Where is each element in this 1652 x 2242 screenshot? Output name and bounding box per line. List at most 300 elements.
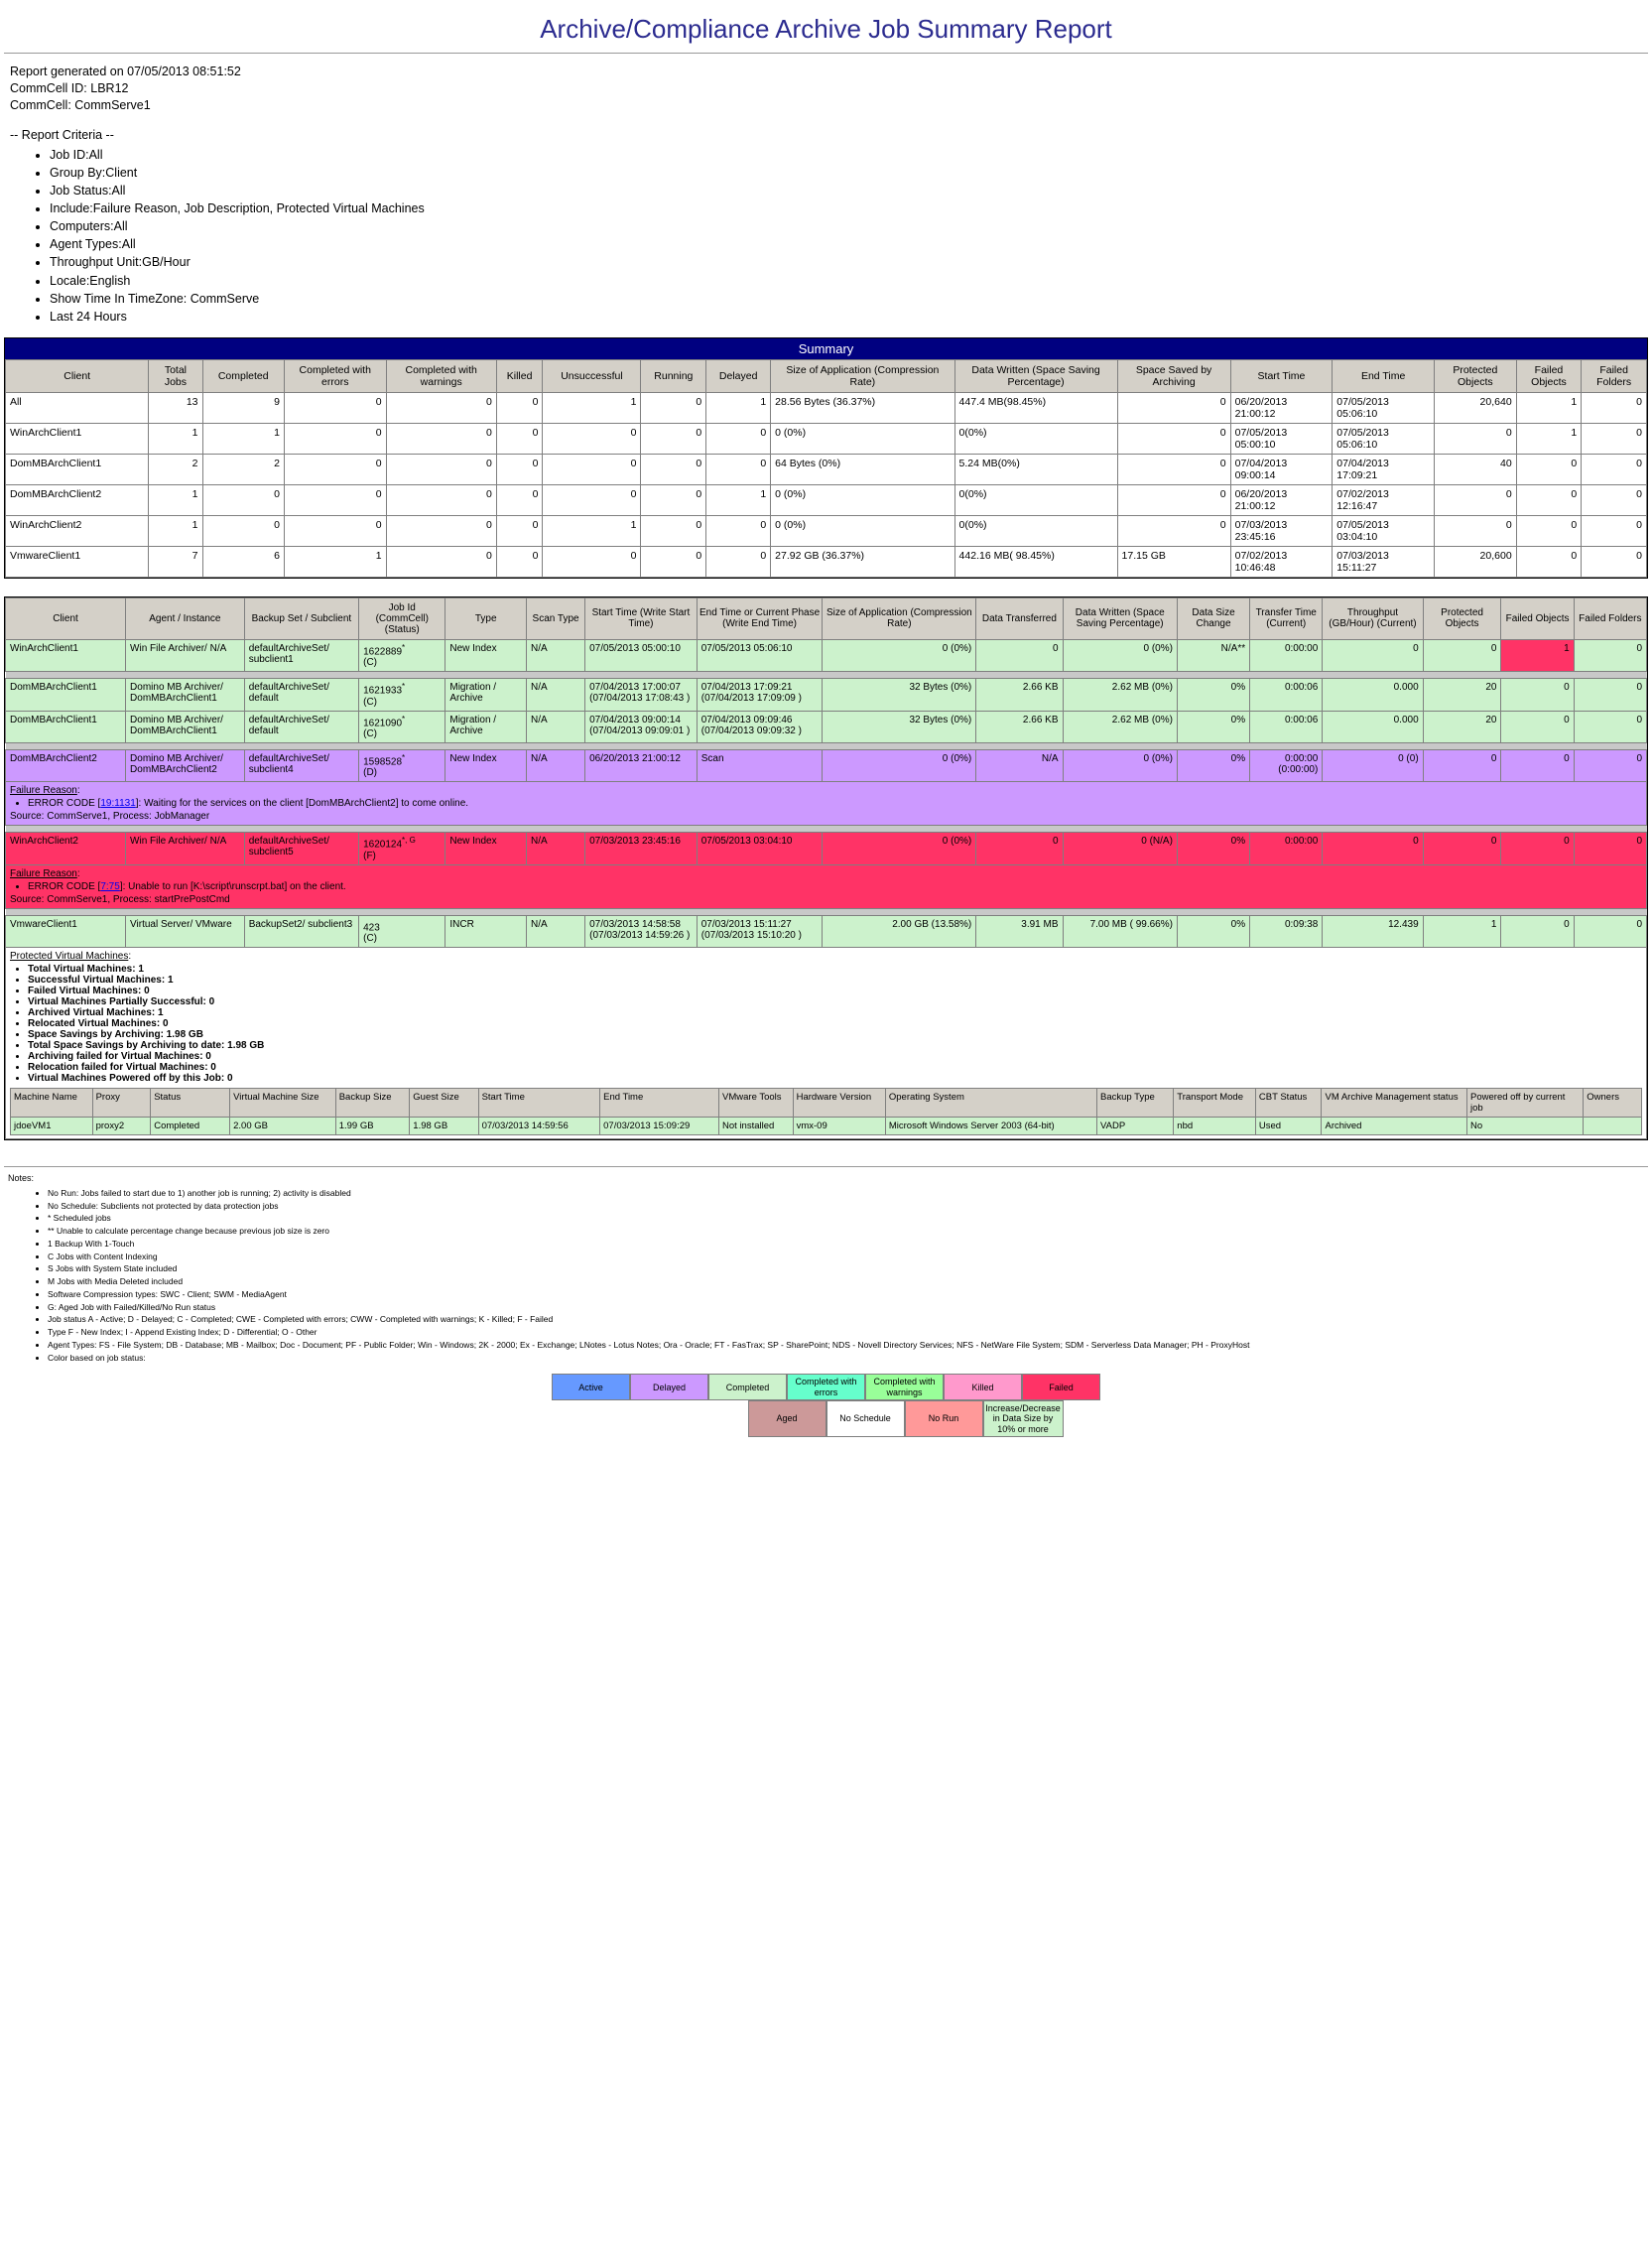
vm-hardware-version: vmx-09 [793, 1117, 885, 1134]
summary-completed: 0 [202, 484, 284, 515]
summary-size: 28.56 Bytes (36.37%) [771, 392, 954, 423]
detail-col-client: Client [6, 597, 126, 639]
summary-end: 07/03/2013 15:11:27 [1333, 546, 1435, 577]
summary-col-completed-errors: Completed with errors [284, 359, 386, 392]
summary-failed-folders: 0 [1582, 546, 1647, 577]
summary-col-client: Client [6, 359, 149, 392]
legend-completed-warnings: Completed with warnings [865, 1374, 944, 1400]
detail-failed-objects: 1 [1501, 639, 1574, 671]
detail-scan: N/A [527, 833, 585, 864]
failure-reason-label: Failure Reason [10, 867, 77, 879]
summary-size: 0 (0%) [771, 484, 954, 515]
criteria-item: • Last 24 Hours [50, 308, 1648, 326]
failure-reason-list [10, 881, 1642, 892]
detail-table [5, 597, 1647, 1139]
summary-cww: 0 [386, 546, 496, 577]
report-criteria-list [4, 146, 1648, 326]
summary-col-saved: Space Saved by Archiving [1117, 359, 1230, 392]
summary-failed-folders: 0 [1582, 484, 1647, 515]
detail-col-protected-objects: Protected Objects [1423, 597, 1501, 639]
summary-unsuccessful: 1 [543, 515, 641, 546]
detail-scan: N/A [527, 679, 585, 711]
summary-protected: 0 [1434, 484, 1516, 515]
detail-transfer-time: 0:00:06 [1250, 711, 1323, 742]
notes-item: • 1 Backup With 1-Touch [48, 1238, 1648, 1251]
notes-label: Notes: [8, 1172, 35, 1183]
vm-archive-status: Archived [1322, 1117, 1467, 1134]
summary-col-completed-warnings: Completed with warnings [386, 359, 496, 392]
summary-client: DomMBArchClient1 [6, 454, 149, 484]
summary-running: 0 [641, 454, 706, 484]
detail-transfer-time: 0:00:00 [1250, 833, 1323, 864]
notes-item: • M Jobs with Media Deleted included [48, 1275, 1648, 1288]
summary-client: WinArchClient2 [6, 515, 149, 546]
summary-cwe: 0 [284, 392, 386, 423]
detail-end: 07/04/2013 09:09:46 (07/04/2013 09:09:32 ) [697, 711, 823, 742]
vm-guest-size: 1.98 GB [410, 1117, 478, 1134]
detail-protected: 1 [1423, 915, 1501, 947]
summary-col-killed: Killed [496, 359, 543, 392]
summary-saved: 17.15 GB [1117, 546, 1230, 577]
error-code-link[interactable]: 7:75 [100, 880, 120, 892]
detail-written: 2.62 MB (0%) [1063, 679, 1177, 711]
detail-start: 07/03/2013 23:45:16 [585, 833, 698, 864]
detail-agent: Domino MB Archiver/ DomMBArchClient2 [126, 749, 245, 781]
detail-transfer-time: 0:00:00 (0:00:00) [1250, 749, 1323, 781]
detail-body [6, 639, 1647, 1138]
summary-col-running: Running [641, 359, 706, 392]
detail-written: 2.62 MB (0%) [1063, 711, 1177, 742]
table-row [6, 749, 1647, 781]
detail-backupset: BackupSet2/ subclient3 [244, 915, 358, 947]
detail-col-data-transferred: Data Transferred [976, 597, 1063, 639]
protected-vms-item: • Virtual Machines Powered off by this Job: 0 [28, 1073, 1642, 1084]
summary-protected: 0 [1434, 423, 1516, 454]
vm-body [11, 1117, 1642, 1134]
detail-jobid-sup: * [402, 682, 406, 692]
summary-end: 07/05/2013 05:06:10 [1333, 423, 1435, 454]
table-row [6, 484, 1647, 515]
summary-failed-objects: 0 [1516, 484, 1582, 515]
detail-transferred: 2.66 KB [976, 679, 1063, 711]
summary-start: 07/02/2013 10:46:48 [1230, 546, 1333, 577]
criteria-item: • Include:Failure Reason, Job Description, Protected Virtual Machines [50, 199, 1648, 217]
detail-jobid-status: (F) [363, 850, 376, 861]
table-row [6, 915, 1647, 947]
detail-size: 0 (0%) [823, 639, 976, 671]
vm-col-cbt-status: CBT Status [1255, 1088, 1322, 1117]
legend-completed: Completed [708, 1374, 787, 1400]
detail-client: DomMBArchClient1 [6, 711, 126, 742]
summary-killed: 0 [496, 546, 543, 577]
detail-backupset: defaultArchiveSet/ subclient4 [244, 749, 358, 781]
protected-vms-item: • Space Savings by Archiving: 1.98 GB [28, 1029, 1642, 1040]
detail-failed-folders: 0 [1574, 711, 1646, 742]
summary-total: 1 [149, 515, 202, 546]
summary-saved: 0 [1117, 454, 1230, 484]
detail-backupset: defaultArchiveSet/ default [244, 711, 358, 742]
summary-client: All [6, 392, 149, 423]
vm-table [10, 1088, 1642, 1135]
protected-vms-item: • Total Virtual Machines: 1 [28, 964, 1642, 975]
notes-item: • Color based on job status: [48, 1352, 1648, 1365]
detail-type: New Index [445, 749, 527, 781]
detail-protected: 0 [1423, 749, 1501, 781]
detail-failed-objects: 0 [1501, 915, 1574, 947]
detail-backupset: defaultArchiveSet/ subclient5 [244, 833, 358, 864]
detail-jobid-sup: * [402, 752, 406, 762]
table-row [11, 1117, 1642, 1134]
detail-change: 0% [1177, 833, 1249, 864]
legend-data-size-change: Increase/Decrease in Data Size by 10% or more [983, 1400, 1064, 1437]
vm-header-row [11, 1088, 1642, 1117]
detail-written: 0 (N/A) [1063, 833, 1177, 864]
legend-completed-errors: Completed with errors [787, 1374, 865, 1400]
detail-backupset: defaultArchiveSet/ default [244, 679, 358, 711]
error-code-suffix: ]: Waiting for the services on the client [DomMBArchClient2] to come online. [135, 798, 469, 810]
failure-source: Source: CommServe1, Process: JobManager [10, 811, 210, 823]
summary-col-delayed: Delayed [706, 359, 771, 392]
detail-protected: 0 [1423, 833, 1501, 864]
detail-transfer-time: 0:00:06 [1250, 679, 1323, 711]
report-meta [10, 64, 1648, 114]
detail-transfer-time: 0:00:00 [1250, 639, 1323, 671]
summary-table [5, 359, 1647, 578]
summary-end: 07/04/2013 17:09:21 [1333, 454, 1435, 484]
detail-start: 07/04/2013 09:00:14 (07/04/2013 09:09:01 ) [585, 711, 698, 742]
notes-item: • Job status A - Active; D - Delayed; C - Completed; CWE - Completed with errors; CWW - Completed with warnings; K - Killed; F - Failed [48, 1313, 1648, 1326]
detail-size: 32 Bytes (0%) [823, 679, 976, 711]
summary-completed: 0 [202, 515, 284, 546]
detail-failed-folders: 0 [1574, 915, 1646, 947]
summary-written: 447.4 MB(98.45%) [954, 392, 1117, 423]
protected-vms-list [10, 964, 1642, 1084]
status-color-legend [4, 1374, 1648, 1437]
detail-jobid-status: (C) [363, 657, 377, 669]
detail-agent: Virtual Server/ VMware [126, 915, 245, 947]
detail-protected: 20 [1423, 679, 1501, 711]
detail-type: INCR [445, 915, 527, 947]
detail-size: 0 (0%) [823, 833, 976, 864]
title-divider [4, 53, 1648, 54]
row-separator [6, 672, 1647, 679]
summary-unsuccessful: 0 [543, 454, 641, 484]
detail-throughput: 0 [1323, 639, 1423, 671]
detail-jobid [359, 749, 445, 781]
detail-header-row [6, 597, 1647, 639]
vm-status: Completed [151, 1117, 230, 1134]
summary-delayed: 0 [706, 546, 771, 577]
detail-failed-folders: 0 [1574, 749, 1646, 781]
detail-throughput: 12.439 [1323, 915, 1423, 947]
summary-delayed: 1 [706, 392, 771, 423]
table-row [6, 679, 1647, 711]
summary-completed: 6 [202, 546, 284, 577]
notes-item: • S Jobs with System State included [48, 1262, 1648, 1275]
error-code-link[interactable]: 19:1131 [100, 798, 136, 810]
detail-size: 2.00 GB (13.58%) [823, 915, 976, 947]
detail-col-size: Size of Application (Compression Rate) [823, 597, 976, 639]
detail-transferred: 2.66 KB [976, 711, 1063, 742]
protected-vms-item: • Archiving failed for Virtual Machines: 0 [28, 1051, 1642, 1062]
protected-vms-block: Protected Virtual Machines: • Total Virtual Machines: 1 • Successful Virtual Machines: 1 • Failed Virtual Machines: 0 • Virtual Machines Partially Successful: 0 • Archived Virtual Machines: 1 • Relocated Virtual Machines: 0 • Space Savings by Archiving: 1.98 GB • Total Space Savings by Archiving to date: 1.98 GB • Archiving failed for Virtual Machines: 0 • Relocation failed for Virtual Machines: 0 • Virtual Machines Powered off by this Job: 0 Machine Name Proxy Status Virtual Machine Size Backup Size Guest Size Start Time End Time VMware Tools Hardware Version Operating System Backup Type Transport Mode CBT Status VM Archive Management status Powered off by current job Owners jdoeVM1 proxy2 Completed 2.00 GB 1.99 GB 1.98 GB 07/03/2013 14:59:56 07/03/2013 15:09:29 Not installed vmx-09 Microsoft Windows Server 2003 (64-bit) VADP nbd Used Archived No [6, 947, 1647, 1138]
failure-reason-item [28, 798, 1642, 809]
detail-change: 0% [1177, 679, 1249, 711]
detail-end: 07/05/2013 03:04:10 [697, 833, 823, 864]
detail-jobid [359, 679, 445, 711]
summary-start: 06/20/2013 21:00:12 [1230, 392, 1333, 423]
detail-throughput: 0.000 [1323, 711, 1423, 742]
detail-scan: N/A [527, 711, 585, 742]
summary-col-end: End Time [1333, 359, 1435, 392]
detail-failed-folders: 0 [1574, 833, 1646, 864]
protected-vms-item: • Failed Virtual Machines: 0 [28, 986, 1642, 996]
criteria-item: • Group By:Client [50, 164, 1648, 182]
detail-transferred: 0 [976, 833, 1063, 864]
detail-jobid-value: 423 [363, 921, 380, 933]
detail-col-data-size-change: Data Size Change [1177, 597, 1249, 639]
detail-type: New Index [445, 833, 527, 864]
vm-col-start-time: Start Time [478, 1088, 600, 1117]
error-code-suffix: ]: Unable to run [K:\script\runscrpt.bat] on the client. [119, 880, 346, 892]
summary-written: 0(0%) [954, 423, 1117, 454]
criteria-item: • Agent Types:All [50, 235, 1648, 253]
summary-running: 0 [641, 515, 706, 546]
vm-col-machine-name: Machine Name [11, 1088, 93, 1117]
summary-failed-folders: 0 [1582, 515, 1647, 546]
detail-jobid-sup: *, G [402, 836, 416, 846]
summary-completed: 2 [202, 454, 284, 484]
detail-transferred: 0 [976, 639, 1063, 671]
summary-failed-folders: 0 [1582, 454, 1647, 484]
summary-delayed: 0 [706, 454, 771, 484]
summary-cww: 0 [386, 484, 496, 515]
vm-end-time: 07/03/2013 15:09:29 [600, 1117, 719, 1134]
summary-unsuccessful: 0 [543, 484, 641, 515]
detail-jobid [359, 915, 445, 947]
failure-reason: Failure Reason: • ERROR CODE [19:1131]: Waiting for the services on the client [DomMBArchClient2] to come online. Source: CommServe1, Process: JobManager [6, 782, 1647, 826]
detail-transferred: N/A [976, 749, 1063, 781]
vm-col-hardware-version: Hardware Version [793, 1088, 885, 1117]
legend-row-1 [552, 1374, 1100, 1400]
notes-item: • No Schedule: Subclients not protected by data protection jobs [48, 1200, 1648, 1213]
detail-change: N/A** [1177, 639, 1249, 671]
summary-banner: Summary [5, 338, 1647, 359]
vm-backup-type: VADP [1097, 1117, 1174, 1134]
summary-end: 07/05/2013 05:06:10 [1333, 392, 1435, 423]
protected-vms-item: • Relocation failed for Virtual Machines: 0 [28, 1062, 1642, 1073]
notes-item: • Type F - New Index; I - Append Existing Index; D - Differential; O - Other [48, 1326, 1648, 1339]
detail-failed-folders: 0 [1574, 639, 1646, 671]
summary-killed: 0 [496, 484, 543, 515]
criteria-item: • Throughput Unit:GB/Hour [50, 253, 1648, 271]
summary-col-unsuccessful: Unsuccessful [543, 359, 641, 392]
detail-transferred: 3.91 MB [976, 915, 1063, 947]
summary-killed: 0 [496, 392, 543, 423]
vm-col-status: Status [151, 1088, 230, 1117]
notes-item: • ** Unable to calculate percentage change because previous job size is zero [48, 1225, 1648, 1238]
vm-col-vmware-tools: VMware Tools [719, 1088, 794, 1117]
summary-failed-objects: 0 [1516, 515, 1582, 546]
vm-os: Microsoft Windows Server 2003 (64-bit) [885, 1117, 1096, 1134]
detail-jobid-value: 1598528 [363, 756, 403, 768]
report-page [4, 14, 1648, 1437]
notes-item: • * Scheduled jobs [48, 1212, 1648, 1225]
summary-unsuccessful: 0 [543, 423, 641, 454]
detail-written: 0 (0%) [1063, 749, 1177, 781]
vm-col-backup-size: Backup Size [335, 1088, 410, 1117]
detail-col-throughput: Throughput (GB/Hour) (Current) [1323, 597, 1423, 639]
legend-active: Active [552, 1374, 630, 1400]
legend-failed: Failed [1022, 1374, 1100, 1400]
vm-col-archive-status: VM Archive Management status [1322, 1088, 1467, 1117]
summary-start: 06/20/2013 21:00:12 [1230, 484, 1333, 515]
detail-type: New Index [445, 639, 527, 671]
row-separator [6, 742, 1647, 749]
criteria-item: • Job Status:All [50, 182, 1648, 199]
detail-scan: N/A [527, 639, 585, 671]
detail-client: DomMBArchClient1 [6, 679, 126, 711]
summary-written: 0(0%) [954, 515, 1117, 546]
detail-jobid-status: (D) [363, 767, 377, 779]
detail-throughput: 0 [1323, 833, 1423, 864]
summary-failed-objects: 0 [1516, 454, 1582, 484]
summary-failed-objects: 1 [1516, 423, 1582, 454]
detail-agent: Win File Archiver/ N/A [126, 833, 245, 864]
summary-cwe: 0 [284, 423, 386, 454]
detail-throughput: 0 (0) [1323, 749, 1423, 781]
detail-col-data-written: Data Written (Space Saving Percentage) [1063, 597, 1177, 639]
vm-owners [1584, 1117, 1642, 1134]
notes-list [4, 1187, 1648, 1365]
detail-col-failed-folders: Failed Folders [1574, 597, 1646, 639]
detail-start: 06/20/2013 21:00:12 [585, 749, 698, 781]
summary-killed: 0 [496, 454, 543, 484]
detail-client: WinArchClient1 [6, 639, 126, 671]
summary-unsuccessful: 0 [543, 546, 641, 577]
detail-end: 07/05/2013 05:06:10 [697, 639, 823, 671]
summary-client: DomMBArchClient2 [6, 484, 149, 515]
summary-col-failed-objects: Failed Objects [1516, 359, 1582, 392]
notes-item: • Agent Types: FS - File System; DB - Database; MB - Mailbox; Doc - Document; PF - Public Folder; Win - Windows; 2K - 2000; Ex - Exchange; LNotes - Lotus Notes; Ora - Oracle; FT - FasTrax; SP - SharePoint; NDS - Novell Directory Services; NFS - NetWare File System; SDM - Serverless Data Manager; PH - ProxyHost [48, 1339, 1648, 1352]
summary-running: 0 [641, 423, 706, 454]
detail-col-backupset: Backup Set / Subclient [244, 597, 358, 639]
vm-col-backup-type: Backup Type [1097, 1088, 1174, 1117]
table-row [6, 392, 1647, 423]
summary-failed-objects: 0 [1516, 546, 1582, 577]
summary-cww: 0 [386, 423, 496, 454]
criteria-item: • Show Time In TimeZone: CommServe [50, 290, 1648, 308]
detail-end: 07/03/2013 15:11:27 (07/03/2013 15:10:20 ) [697, 915, 823, 947]
failure-reason-item [28, 881, 1642, 892]
table-row [6, 639, 1647, 671]
summary-col-start: Start Time [1230, 359, 1333, 392]
summary-unsuccessful: 1 [543, 392, 641, 423]
summary-col-written: Data Written (Space Saving Percentage) [954, 359, 1117, 392]
detail-jobid-sup: * [402, 714, 406, 724]
summary-total: 2 [149, 454, 202, 484]
detail-jobid-value: 1621090 [363, 717, 403, 728]
summary-body [6, 392, 1647, 577]
summary-protected: 20,640 [1434, 392, 1516, 423]
detail-jobid-status: (C) [363, 696, 377, 708]
summary-col-failed-folders: Failed Folders [1582, 359, 1647, 392]
vm-col-os: Operating System [885, 1088, 1096, 1117]
detail-transfer-time: 0:09:38 [1250, 915, 1323, 947]
detail-col-jobid: Job Id (CommCell) (Status) [359, 597, 445, 639]
summary-killed: 0 [496, 423, 543, 454]
table-row [6, 515, 1647, 546]
summary-saved: 0 [1117, 515, 1230, 546]
summary-running: 0 [641, 546, 706, 577]
vm-powered-off: No [1467, 1117, 1584, 1134]
failure-reason: Failure Reason: • ERROR CODE [7:75]: Unable to run [K:\script\runscrpt.bat] on the client. Source: CommServe1, Process: startPrePostCmd [6, 864, 1647, 908]
summary-total: 13 [149, 392, 202, 423]
detail-change: 0% [1177, 915, 1249, 947]
report-criteria-title: -- Report Criteria -- [10, 127, 114, 142]
summary-size: 27.92 GB (36.37%) [771, 546, 954, 577]
detail-jobid-status: (C) [363, 932, 377, 944]
detail-protected: 20 [1423, 711, 1501, 742]
summary-delayed: 0 [706, 423, 771, 454]
vm-col-proxy: Proxy [92, 1088, 151, 1117]
protected-vms-item: • Virtual Machines Partially Successful: 0 [28, 996, 1642, 1007]
commcell-id: CommCell ID: LBR12 [10, 80, 129, 95]
detail-col-agent: Agent / Instance [126, 597, 245, 639]
detail-section [4, 596, 1648, 1140]
summary-client: WinArchClient1 [6, 423, 149, 454]
detail-written: 0 (0%) [1063, 639, 1177, 671]
criteria-item: • Job ID:All [50, 146, 1648, 164]
summary-start: 07/03/2013 23:45:16 [1230, 515, 1333, 546]
vm-backup-size: 1.99 GB [335, 1117, 410, 1134]
summary-cwe: 0 [284, 454, 386, 484]
legend-delayed: Delayed [630, 1374, 708, 1400]
detail-agent: Win File Archiver/ N/A [126, 639, 245, 671]
legend-no-schedule: No Schedule [826, 1400, 905, 1437]
summary-cww: 0 [386, 454, 496, 484]
row-separator [6, 908, 1647, 915]
table-row [6, 423, 1647, 454]
detail-jobid-sup: * [402, 642, 406, 652]
vm-vmware-tools: Not installed [719, 1117, 794, 1134]
vm-transport-mode: nbd [1174, 1117, 1256, 1134]
notes-item: • C Jobs with Content Indexing [48, 1251, 1648, 1263]
summary-col-size: Size of Application (Compression Rate) [771, 359, 954, 392]
detail-size: 0 (0%) [823, 749, 976, 781]
detail-start: 07/03/2013 14:58:58 (07/03/2013 14:59:26 ) [585, 915, 698, 947]
summary-failed-folders: 0 [1582, 392, 1647, 423]
detail-scan: N/A [527, 749, 585, 781]
detail-start: 07/04/2013 17:00:07 (07/04/2013 17:08:43 ) [585, 679, 698, 711]
summary-col-total-jobs: Total Jobs [149, 359, 202, 392]
detail-size: 32 Bytes (0%) [823, 711, 976, 742]
notes-item: • Software Compression types: SWC - Client; SWM - MediaAgent [48, 1288, 1648, 1301]
table-row [6, 833, 1647, 864]
summary-delayed: 1 [706, 484, 771, 515]
table-row [6, 546, 1647, 577]
summary-section [4, 337, 1648, 579]
summary-end: 07/05/2013 03:04:10 [1333, 515, 1435, 546]
detail-col-start-time: Start Time (Write Start Time) [585, 597, 698, 639]
detail-client: WinArchClient2 [6, 833, 126, 864]
protected-vms-item: • Total Space Savings by Archiving to date: 1.98 GB [28, 1040, 1642, 1051]
error-code-prefix: ERROR CODE [ [28, 880, 101, 892]
summary-written: 442.16 MB( 98.45%) [954, 546, 1117, 577]
detail-jobid [359, 833, 445, 864]
detail-jobid-value: 1621933 [363, 685, 403, 697]
summary-protected: 20,600 [1434, 546, 1516, 577]
